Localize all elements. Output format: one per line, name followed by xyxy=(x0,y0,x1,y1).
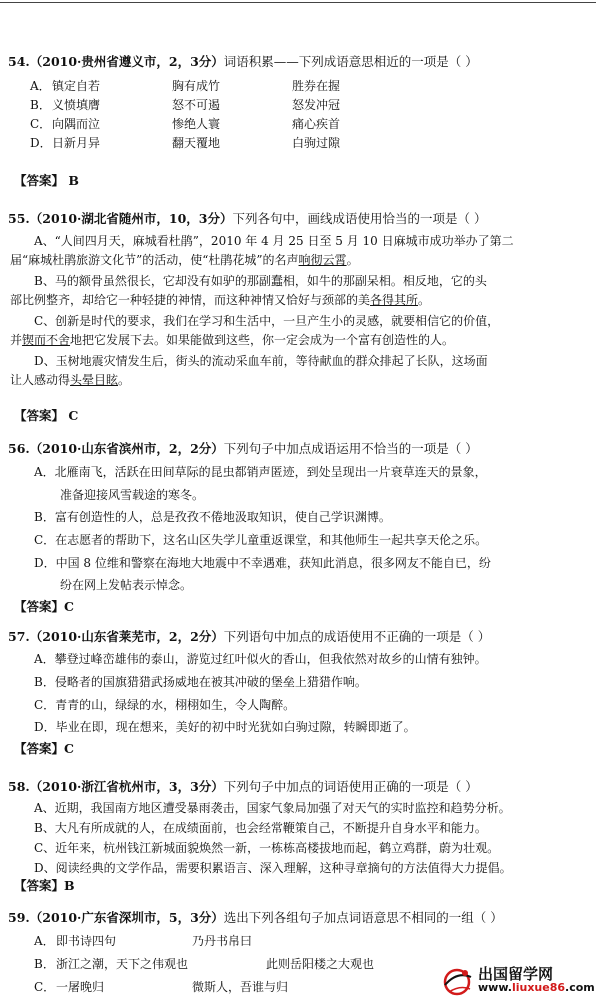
watermark-url: www.liuxue86.com xyxy=(478,981,595,994)
globe-icon xyxy=(440,965,474,997)
q54-heading xyxy=(8,53,478,71)
q56-heading: 56.（2010·山东省滨州市，2，2分）下列句子中加点成语运用不恰当的一项是（ ） xyxy=(8,441,478,456)
q55-option-a-line2: 届“麻城杜鹃旅游文化节”的活动，使“杜鹃花城”的名声响彻云霄。 xyxy=(10,253,359,267)
q59-option-b: B． 浙江之潮，天下之伟观也 此则岳阳楼之大观也 xyxy=(34,957,375,971)
q56-option-c: C．在志愿者的帮助下，这名山区失学儿童重返课堂，和其他师生一起共享天伦之乐。 xyxy=(34,533,488,547)
q55-option-b-line1: B、马的额骨虽然很长，它却没有如驴的那副蠢相，如牛的那副呆相。相反地，它的头 xyxy=(34,274,487,288)
watermark-logo xyxy=(440,964,595,998)
watermark-site-name: 出国留学网 xyxy=(478,965,554,983)
q55-option-b-line2: 部比例整齐，却给它一种轻捷的神情，而这种神情又恰好与颈部的美各得其所。 xyxy=(10,293,431,307)
q54-option-c: C． 向隅而泣 惨绝人寰 痛心疾首 xyxy=(30,117,341,131)
q56-answer: 【答案】C xyxy=(14,599,74,614)
top-rule xyxy=(0,2,596,3)
q55-heading: 55.（2010·湖北省随州市，10，3分）下列各句中，画线成语使用恰当的一项是（ ） xyxy=(8,211,487,226)
q54-option-d: D． 日新月异 翻天覆地 白驹过隙 xyxy=(30,136,341,150)
q56-option-d-line2: 纷在网上发帖表示悼念。 xyxy=(60,578,193,592)
q54-answer: 【答案】 B xyxy=(14,173,79,188)
q58-option-b: B、大凡有所成就的人，在成绩面前，也会经常鞭策自己，不断提升自身水平和能力。 xyxy=(34,821,487,835)
q54-number: 54. xyxy=(8,54,30,69)
q55-option-d-line2: 让人感动得头晕目眩。 xyxy=(10,373,131,387)
q57-heading: 57.（2010·山东省莱芜市，2，2分）下列语句中加点的成语使用不正确的一项是（ ） xyxy=(8,629,491,644)
q57-option-a: A．攀登过峰峦雄伟的泰山，游览过红叶似火的香山，但我依然对故乡的山情有独钟。 xyxy=(34,652,487,666)
q56-option-a-line2: 准备迎接风雪载途的寒冬。 xyxy=(60,488,205,502)
q56-option-b: B．富有创造性的人，总是孜孜不倦地汲取知识，使自己学识渊博。 xyxy=(34,510,391,524)
q54-option-b: B． 义愤填膺 怒不可遏 怒发冲冠 xyxy=(30,98,341,112)
q56-option-a-line1: A．北雁南飞，活跃在田间草际的昆虫都销声匿迹，到处呈现出一片衰草连天的景象， xyxy=(34,465,487,479)
q58-answer: 【答案】B xyxy=(14,878,75,893)
q56-option-d-line1: D．中国 8 位维和警察在海地大地震中不幸遇难，获知此消息，很多网友不能自已，纷 xyxy=(34,556,491,570)
q59-option-c: C． 一屠晚归 微斯人，吾谁与归 xyxy=(34,980,289,994)
q59-option-a: A． 即书诗四句 乃丹书帛曰 xyxy=(34,934,253,948)
q55-option-c-line1: C、创新是时代的要求，我们在学习和生活中，一旦产生小的灵感，就要相信它的价值， xyxy=(34,314,500,328)
q55-option-a-line1: A、“人间四月天，麻城看杜鹃”，2010 年 4 月 25 日至 5 月 10 日麻城市成功举办了第二 xyxy=(34,234,514,248)
q55-answer: 【答案】 C xyxy=(14,408,79,423)
q58-option-d: D、阅读经典的文学作品，需要积累语言、深入理解，这种寻章摘句的方法值得大力提倡。 xyxy=(34,861,512,875)
q57-option-c: C．青青的山，绿绿的水，栩栩如生，令人陶醉。 xyxy=(34,698,296,712)
q58-heading: 58.（2010·浙江省杭州市，3，3分）下列句子中加点的词语使用正确的一项是（ ） xyxy=(8,779,478,794)
q58-option-a: A、近期，我国南方地区遭受暴雨袭击，国家气象局加强了对天气的实时监控和趋势分析。 xyxy=(34,801,511,815)
q59-heading: 59.（2010·广东省深圳市，5，3分）选出下列各组句子加点词语意思不相同的一组（ ） xyxy=(8,910,503,925)
q57-option-d: D．毕业在即，现在想来，美好的初中时光犹如白驹过隙，转瞬即逝了。 xyxy=(34,720,416,734)
q54-source: （2010·贵州省遵义市，2，3分） xyxy=(29,54,224,69)
q57-answer: 【答案】C xyxy=(14,741,74,756)
q58-option-c: C、近年来，杭州钱江新城面貌焕然一新，一栋栋高楼拔地而起，鹤立鸡群，蔚为壮观。 xyxy=(34,841,500,855)
q54-option-a: A． 镇定自若 胸有成竹 胜券在握 xyxy=(30,79,341,93)
q55-option-d-line1: D、玉树地震灾情发生后，街头的流动采血车前，等待献血的群众排起了长队，这场面 xyxy=(34,354,488,368)
q55-option-c-line2: 并锲而不舍地把它发展下去。如果能做到这些，你一定会成为一个富有创造性的人。 xyxy=(10,333,455,347)
q54-stem: 词语积累——下列成语意思相近的一项是（ ） xyxy=(223,54,478,69)
q57-option-b: B．侵略者的国旗猎猎武扬威地在被其冲破的堡垒上猎猎作响。 xyxy=(34,675,367,689)
